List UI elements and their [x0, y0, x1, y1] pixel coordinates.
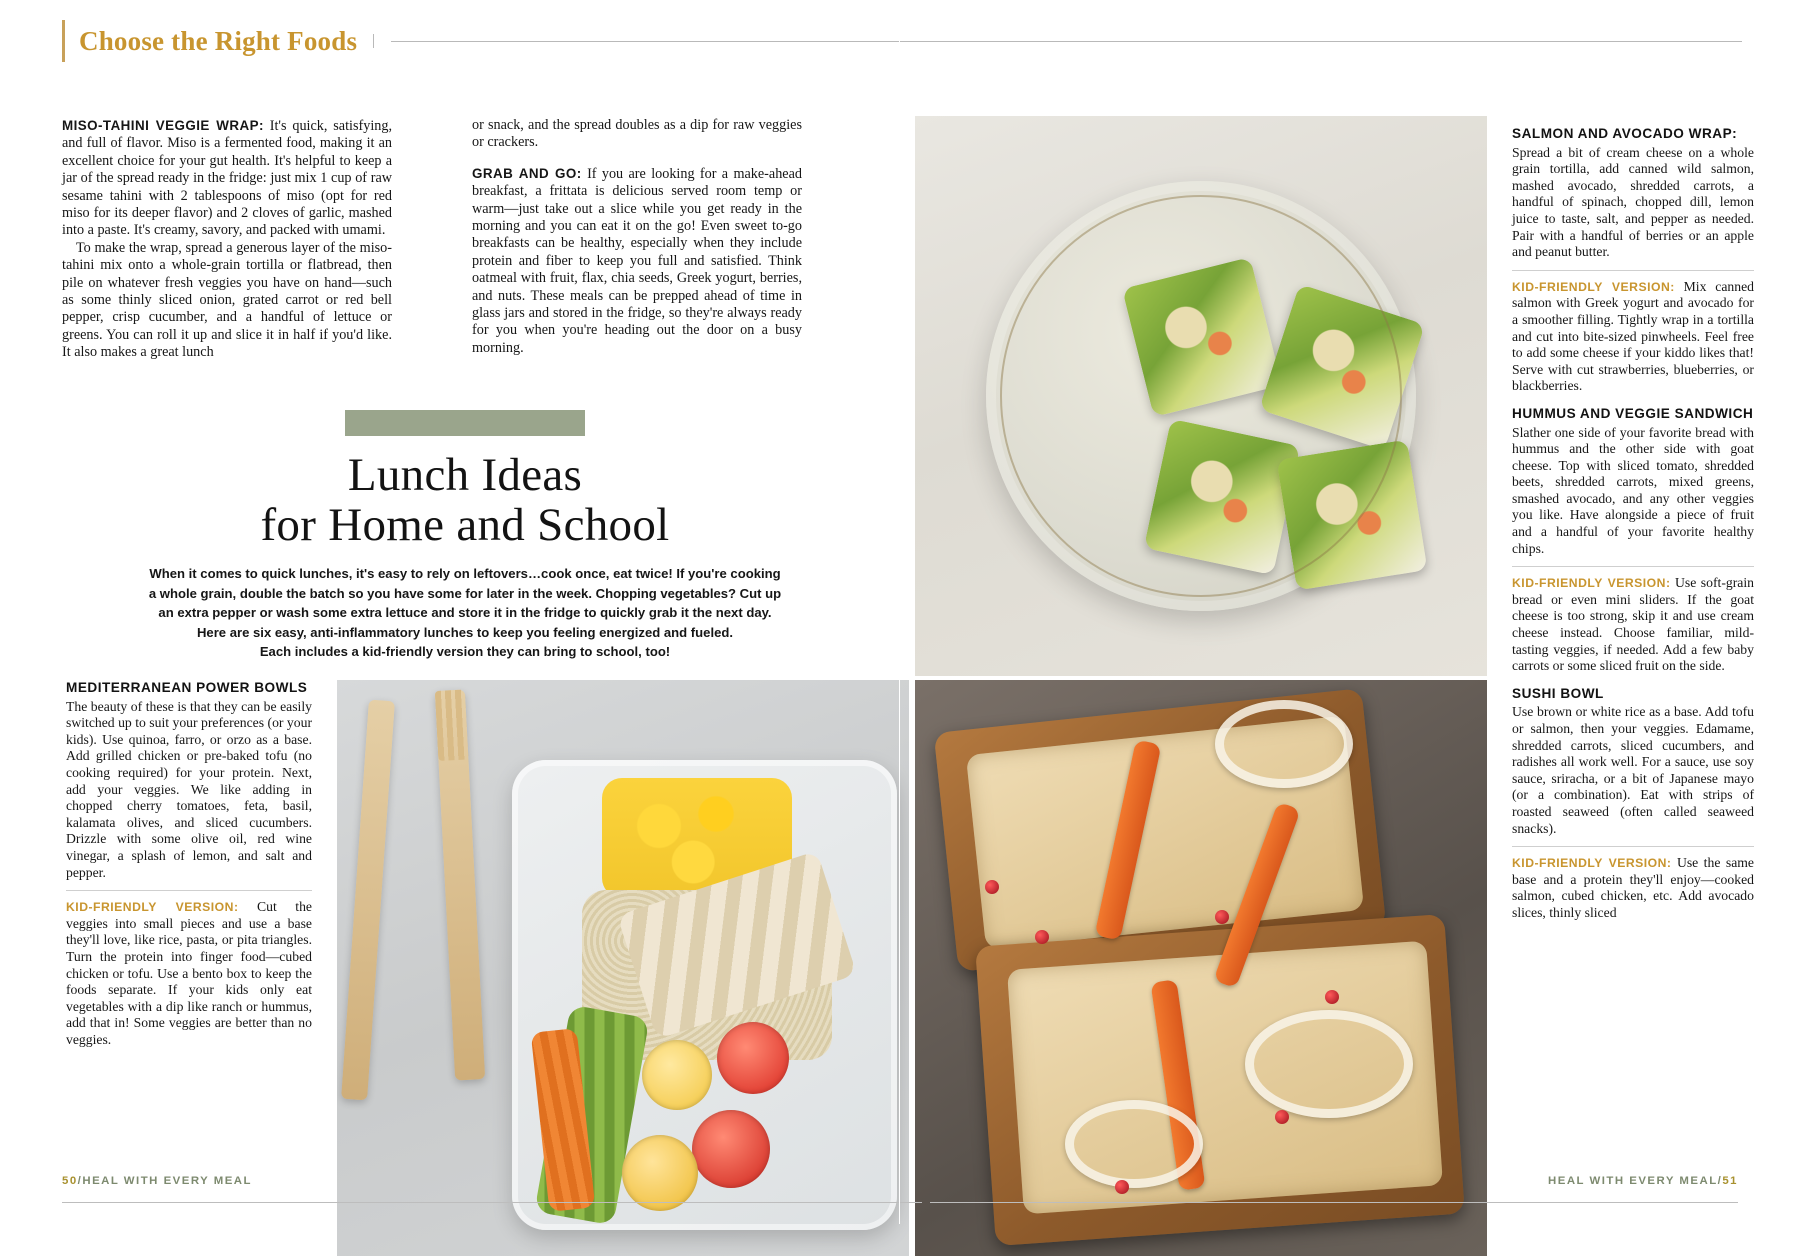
article-column-b — [472, 117, 802, 357]
paragraph-miso-wrap-text: It's quick, satisfying, and full of flavor. Miso is a fermented food, making it an excellent choice for your gut health. It's helpful to keep a jar of the spread ready in the fridge: just mix 1 cup of raw sesame tahini with 2 tablespoons of miso (opt for red miso for its deeper flavor) and 2 cloves of garlic, mashed into a paste. It's creamy, savory, and packed with umami. — [62, 118, 393, 239]
photo-hummus-veggie-toast — [915, 680, 1487, 1256]
paragraph-salmon-avocado-wrap: Spread a bit of cream cheese on a whole grain tortilla, add canned wild salmon, mashed avocado, shredded carrots, a handful of spinach, chopped dill, lemon juice to taste, salt, and pepper as needed. Pair with a handful of berries or an apple and peanut butter. — [1512, 144, 1754, 260]
food-tomato-red-1 — [717, 1022, 789, 1094]
wrap-piece-1 — [1122, 257, 1282, 417]
footer-rule-left — [62, 1202, 922, 1203]
divider-d-2 — [1512, 566, 1754, 567]
photo-toast-canvas — [915, 680, 1487, 1256]
food-tomato-yellow-2 — [622, 1135, 698, 1211]
paragraph-kid-friendly-sushi — [1512, 855, 1754, 921]
feature-deck-line-1: When it comes to quick lunches, it's easy to rely on leftovers…cook once, eat twice! If you're cooking — [149, 566, 781, 581]
feature-deck — [145, 564, 785, 662]
footer-rule-right — [930, 1202, 1738, 1203]
paragraph-kid-friendly-salmon — [1512, 279, 1754, 395]
bento-box-shape — [512, 760, 897, 1230]
footer-right — [1548, 1175, 1738, 1224]
photo-salmon-avocado-wraps — [915, 116, 1487, 676]
article-column-d — [1512, 126, 1754, 922]
plate-shape — [986, 181, 1416, 611]
food-tomato-yellow-1 — [642, 1040, 712, 1110]
divider-column-c — [66, 890, 312, 891]
paragraph-kid-friendly-salmon-text: Mix canned salmon with Greek yogurt and avocado for a smoother filling. Tightly wrap in a tortilla and cut into bite-sized pinwheels. Feel free to add some cheese if your kiddo likes that! Serve with cut strawberries, blueberries, or blackberries. — [1512, 278, 1754, 394]
feature-deck-line-3: an extra pepper or wash some extra lettuce and store it in the fridge to quickly grab it the next day. — [158, 605, 772, 621]
heading-hummus-veggie-sandwich: HUMMUS AND VEGGIE SANDWICH — [1512, 405, 1754, 421]
feature-title-line-1: Lunch Ideas — [347, 449, 583, 501]
paragraph-kid-friendly-hummus — [1512, 575, 1754, 675]
paragraph-kid-friendly-sushi-text: Use the same base and a protein they'll enjoy—cooked salmon, cubed chicken, etc. Add avocado slices, thinly sliced — [1512, 855, 1754, 920]
pomegranate-seed-3 — [1215, 910, 1229, 924]
footer-right-title: HEAL WITH EVERY MEAL — [1548, 1175, 1718, 1187]
paragraph-kid-friendly-hummus-text: Use soft-grain bread or even mini sliders. If the goat cheese is too strong, skip it and use cream cheese instead. Choose familiar, mild-tasting veggies, if needed. Add a few baby carrots or some sliced fruit on the side. — [1512, 575, 1754, 674]
paragraph-sushi-bowl: Use brown or white rice as a base. Add tofu or salmon, then your veggies. Edamame, shredded carrots, sliced cucumbers, and radishes all work well. For a sauce, use soy sauce, sriracha, or a bit of Japanese mayo (or a combination). Eat with strips of roasted seaweed (often called seaweed snacks). — [1512, 704, 1754, 836]
photo-bento-canvas — [337, 680, 909, 1256]
footer-left-page-number: 50 — [62, 1175, 78, 1187]
pomegranate-seed-6 — [1115, 1180, 1129, 1194]
runin-miso-tahini-veggie-wrap: MISO-TAHINI VEGGIE WRAP: — [62, 118, 264, 133]
pomegranate-seed-4 — [1325, 990, 1339, 1004]
photo-salmon-avocado-wraps-canvas — [915, 116, 1487, 676]
paragraph-continued: or snack, and the spread doubles as a dip for raw veggies or crackers. — [472, 117, 802, 151]
paragraph-grab-and-go — [472, 165, 802, 357]
label-kid-friendly-version-4: KID-FRIENDLY VERSION: — [1512, 856, 1672, 871]
runin-grab-and-go: GRAB AND GO: — [472, 165, 582, 181]
header-accent-bar — [62, 20, 65, 62]
feature-title-line-2: for Home and School — [260, 499, 670, 551]
wooden-fork-icon — [435, 689, 485, 1080]
page-gutter — [899, 0, 900, 1224]
food-tomato-red-2 — [692, 1110, 770, 1188]
pomegranate-seed-2 — [1035, 930, 1049, 944]
header-rule — [391, 41, 1742, 42]
paragraph-grab-and-go-text: If you are looking for a make-ahead breakfast, a frittata is delicious served room temp or warm—just take out a slice while you get ready in the morning and you can eat it on the go! Even sweet to-go breakfasts can be healthy, especially when they include protein and fiber to keep you full and satisfied. Think oatmeal with fruit, flax, chia seeds, Greek yogurt, berries, and nuts. These meals can be prepped ahead of time in glass jars and stored in the fridge, so they're always ready for you when you're heading out the door on a busy morning. — [472, 165, 802, 356]
divider-d-3 — [1512, 846, 1754, 847]
article-column-c — [66, 680, 312, 1048]
label-kid-friendly-version-3: KID-FRIENDLY VERSION: — [1512, 576, 1671, 591]
wrap-piece-3 — [1144, 419, 1301, 576]
wrap-piece-4 — [1276, 439, 1427, 590]
heading-salmon-avocado-wrap: SALMON AND AVOCADO WRAP: — [1512, 126, 1738, 141]
paragraph-miso-wrap-2: To make the wrap, spread a generous layer of the miso-tahini mix onto a whole-grain tortilla or flatbread, then pile on whatever fresh veggies you have on hand—such as some thinly sliced onion, grated carrot or red bell pepper, crisp cucumber, and a handful of lettuce or greens. You can roll it up and slice it in half if you'd like. It also makes a great lunch — [62, 239, 392, 361]
label-kid-friendly-version-2: KID-FRIENDLY VERSION: — [1512, 279, 1675, 294]
paragraph-power-bowls: The beauty of these is that they can be easily switched up to suit your preferences (or your kids). Use quinoa, farro, or orzo as a base. Add grilled chicken or pre-baked tofu (no cooking required) for your protein. Next, add your veggies. We like adding in chopped cherry tomatoes, feta, basil, kalamata olives, and sliced cucumbers. Drizzle with some olive oil, red wine vinegar, a splash of lemon, and salt and pepper. — [66, 698, 312, 880]
pomegranate-seed-1 — [985, 880, 999, 894]
wrap-piece-2 — [1259, 284, 1425, 450]
page-header — [62, 18, 1742, 64]
header-tick-left — [373, 34, 374, 48]
feature-accent-bar — [345, 410, 585, 436]
photo-bento-power-bowl — [337, 680, 909, 1256]
feature-deck-line-2: a whole grain, double the batch so you have some for later in the week. Chopping vegetables? Cut up — [148, 585, 782, 601]
onion-ring-2 — [1245, 1010, 1413, 1118]
footer-left-divider: / — [77, 1175, 83, 1187]
footer-right-divider: / — [1717, 1175, 1723, 1187]
page-title: Choose the Right Foods — [79, 25, 358, 56]
feature-block — [145, 410, 785, 662]
footer-left-title: HEAL WITH EVERY MEAL — [82, 1175, 252, 1187]
label-kid-friendly-version-1: KID-FRIENDLY VERSION: — [66, 900, 239, 915]
onion-ring-3 — [1065, 1100, 1203, 1188]
paragraph-miso-wrap — [62, 117, 392, 240]
footer-right-page-number: 51 — [1722, 1175, 1738, 1187]
feature-deck-line-4: Here are six easy, anti-inflammatory lunches to keep you feeling energized and fueled. — [196, 624, 734, 640]
heading-mediterranean-power-bowls: MEDITERRANEAN POWER BOWLS — [66, 680, 308, 695]
paragraph-kid-friendly-power-bowls-text: Cut the veggies into small pieces and use a base they'll love, like rice, pasta, or pita triangles. Turn the protein into finger food—cubed chicken or tofu. Use a bento box to keep the foods separate. If your kids only eat vegetables with a dip like ranch or hummus, add that in! Some veggies are better than no veggies. — [66, 899, 312, 1047]
onion-ring-1 — [1215, 700, 1353, 788]
wooden-knife-icon — [341, 700, 395, 1101]
pomegranate-seed-5 — [1275, 1110, 1289, 1124]
article-column-a — [62, 117, 392, 362]
paragraph-hummus-sandwich: Slather one side of your favorite bread with hummus and the other side with goat cheese. Top with sliced tomato, shredded beets, shredded carrots, mixed greens, smashed avocado, and any other veggies you like. Have alongside a piece of fruit and a handful of your favorite healthy chips. — [1512, 424, 1754, 556]
heading-sushi-bowl: SUSHI BOWL — [1512, 685, 1604, 701]
footer-left — [62, 1175, 252, 1224]
divider-d-1 — [1512, 270, 1754, 271]
feature-deck-line-5: Each includes a kid-friendly version they can bring to school, too! — [259, 644, 671, 660]
paragraph-kid-friendly-power-bowls — [66, 899, 312, 1048]
